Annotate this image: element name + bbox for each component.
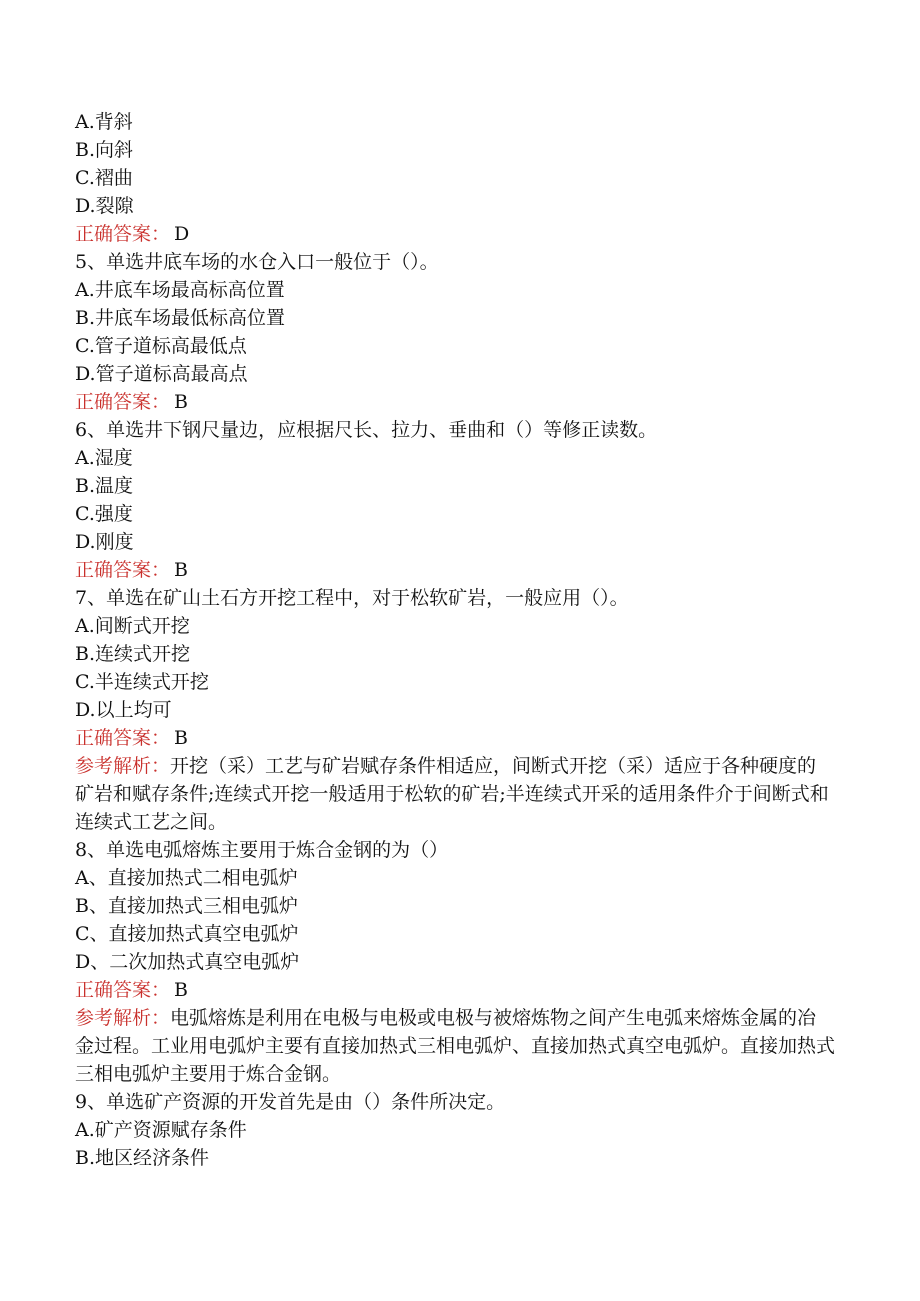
q6-answer-line	[75, 556, 845, 584]
q5-answer-line	[75, 388, 845, 416]
q7-option-b: B.连续式开挖	[75, 643, 191, 665]
q7-option-c: C.半连续式开挖	[75, 671, 209, 693]
q4-option-a: A.背斜	[75, 111, 133, 133]
analysis-label: 参考解析：	[75, 755, 171, 777]
q9-option-b: B.地区经济条件	[75, 1147, 210, 1169]
answer-label: 正确答案：	[75, 559, 171, 581]
q5-option-c: C.管子道标高最低点	[75, 335, 247, 357]
q5-stem: 5、单选井底车场的水仓入口一般位于（）。	[75, 251, 439, 273]
q8-option-c: C、直接加热式真空电弧炉	[75, 923, 299, 945]
q6-option-c: C.强度	[75, 503, 133, 525]
analysis-text: 开挖（采）工艺与矿岩赋存条件相适应，间断式开挖（采）适应于各种硬度的矿岩和赋存条件;连续式开挖一般适用于松软的矿岩;半连续式开采的适用条件介于间断式和连续式工艺之间。	[75, 755, 829, 833]
q8-stem: 8、单选电弧熔炼主要用于炼合金钢的为（）	[75, 839, 449, 861]
answer-value: D	[174, 223, 190, 245]
q9-option-a: A.矿产资源赋存条件	[75, 1119, 247, 1141]
q4-option-d: D.裂隙	[75, 195, 134, 217]
answer-label: 正确答案：	[75, 979, 171, 1001]
q7-option-a: A.间断式开挖	[75, 615, 190, 637]
q8-option-a: A、直接加热式二相电弧炉	[75, 867, 298, 889]
q8-answer-line	[75, 976, 845, 1004]
q6-stem: 6、单选井下钢尺量边，应根据尺长、拉力、垂曲和（）等修正读数。	[75, 419, 658, 441]
q7-stem: 7、单选在矿山土石方开挖工程中，对于松软矿岩，一般应用（）。	[75, 587, 629, 609]
q6-option-b: B.温度	[75, 475, 134, 497]
answer-value: B	[174, 727, 188, 749]
analysis-label: 参考解析：	[75, 1007, 171, 1029]
q4-answer-line	[75, 220, 845, 248]
q7-option-d: D.以上均可	[75, 699, 172, 721]
q7-analysis	[75, 752, 835, 836]
q5-option-d: D.管子道标高最高点	[75, 363, 248, 385]
q6-option-a: A.湿度	[75, 447, 133, 469]
answer-value: B	[174, 979, 188, 1001]
q6-option-d: D.刚度	[75, 531, 134, 553]
answer-label: 正确答案：	[75, 727, 171, 749]
answer-label: 正确答案：	[75, 223, 171, 245]
q4-option-b: B.向斜	[75, 139, 134, 161]
q8-option-d: D、二次加热式真空电弧炉	[75, 951, 300, 973]
answer-value: B	[174, 559, 188, 581]
q7-answer-line	[75, 724, 845, 752]
analysis-text: 电弧熔炼是利用在电极与电极或电极与被熔炼物之间产生电弧来熔炼金属的冶金过程。工业用电弧炉主要有直接加热式三相电弧炉、直接加热式真空电弧炉。直接加热式三相电弧炉主要用于炼合金钢。	[75, 1007, 836, 1085]
q8-analysis	[75, 1004, 835, 1088]
answer-label: 正确答案：	[75, 391, 171, 413]
document-page	[75, 108, 845, 1172]
q4-option-c: C.褶曲	[75, 167, 133, 189]
q5-option-b: B.井底车场最低标高位置	[75, 307, 286, 329]
q9-stem: 9、单选矿产资源的开发首先是由（）条件所决定。	[75, 1091, 506, 1113]
answer-value: B	[174, 391, 188, 413]
q8-option-b: B、直接加热式三相电弧炉	[75, 895, 298, 917]
q5-option-a: A.井底车场最高标高位置	[75, 279, 285, 301]
